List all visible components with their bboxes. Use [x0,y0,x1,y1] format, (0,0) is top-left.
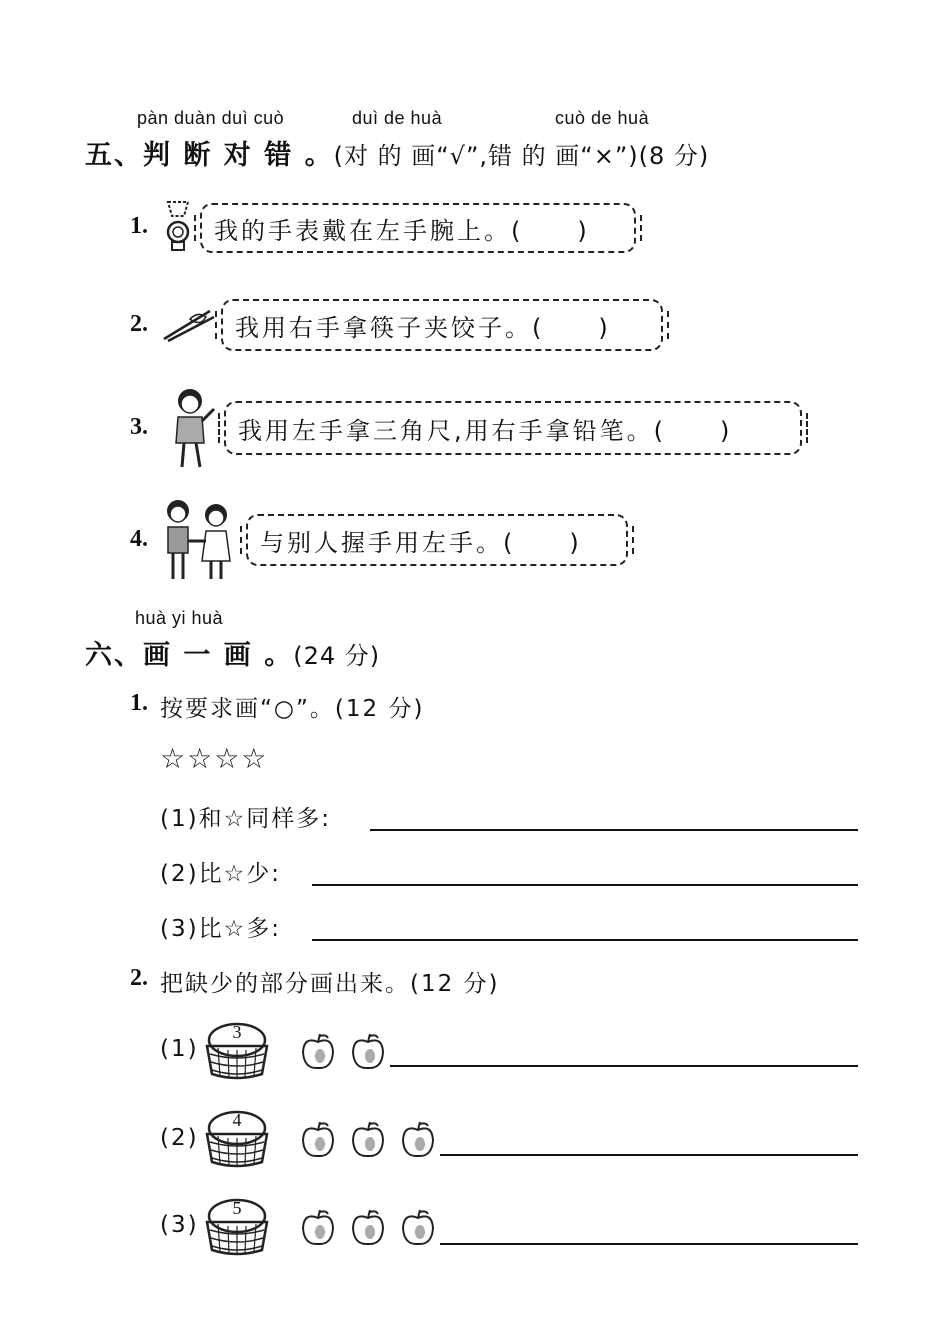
q2-row1-label: (1) [160,1036,199,1062]
item-number: 1. [130,213,148,239]
basket-icon [202,1196,272,1258]
judge-box-3[interactable]: 我用左手拿三角尺,用右手拿铅笔。( ) [224,401,802,455]
basket-icon [202,1020,272,1082]
apple-icon [300,1032,336,1072]
question2-text: 把缺少的部分画出来。(12 分) [160,971,500,997]
q2-row3-label: (3) [160,1212,199,1238]
pinyin-cuo-de-hua: cuò de huà [555,108,650,128]
star-row: ☆☆☆☆ [160,742,269,775]
item-number: 2. [130,311,148,337]
apple-icon [300,1120,336,1160]
apple-icon [350,1032,386,1072]
child-writing-icon [166,385,218,471]
q1-sub3-label: (3)比☆多: [160,916,281,942]
judge-box-2[interactable]: 我用右手拿筷子夹饺子。( ) [221,299,663,351]
item-number: 3. [130,414,148,440]
q2-answer-line-3[interactable] [440,1243,858,1245]
basket-number: 3 [232,1022,242,1042]
q1-answer-line-1[interactable] [370,829,858,831]
section6-score: (24 分) [293,642,381,670]
q2-row2-label: (2) [160,1125,199,1151]
judge-box-1[interactable]: 我的手表戴在左手腕上。( ) [200,203,636,253]
section5-instruction: (对 的 画“√”,错 的 画“×”)(8 分) [333,142,710,170]
pinyin-dui-de-hua: duì de huà [352,108,443,128]
basket-number: 5 [232,1198,242,1218]
section6-heading [85,633,380,672]
apple-icon [300,1208,336,1248]
q1-sub2-label: (2)比☆少: [160,861,281,887]
apple-icon [350,1208,386,1248]
pinyin-pan-duan-dui-cuo: pàn duàn duì cuò [137,108,285,128]
question1-text: 按要求画“○”。(12 分) [160,696,425,722]
q1-sub1-label: (1)和☆同样多: [160,806,331,832]
q1-answer-line-2[interactable] [312,884,858,886]
chopsticks-icon [160,305,216,345]
pinyin-hua-yi-hua: huà yi huà [135,608,224,628]
apple-icon [350,1120,386,1160]
handshake-icon [160,497,236,583]
apple-icon [400,1120,436,1160]
q2-answer-line-2[interactable] [440,1154,858,1156]
q2-answer-line-1[interactable] [390,1065,858,1067]
question-number: 2. [130,965,148,991]
basket-number: 4 [232,1110,242,1130]
watch-icon [160,198,196,254]
q1-answer-line-3[interactable] [312,939,858,941]
section5-heading [85,133,709,172]
item-number: 4. [130,526,148,552]
section6-title: 六、画 一 画 。 [85,640,294,671]
apple-icon [400,1208,436,1248]
basket-icon [202,1108,272,1170]
question-number: 1. [130,690,148,716]
section5-title: 五、判 断 对 错 。 [85,140,334,171]
judge-box-4[interactable]: 与别人握手用左手。( ) [246,514,628,566]
